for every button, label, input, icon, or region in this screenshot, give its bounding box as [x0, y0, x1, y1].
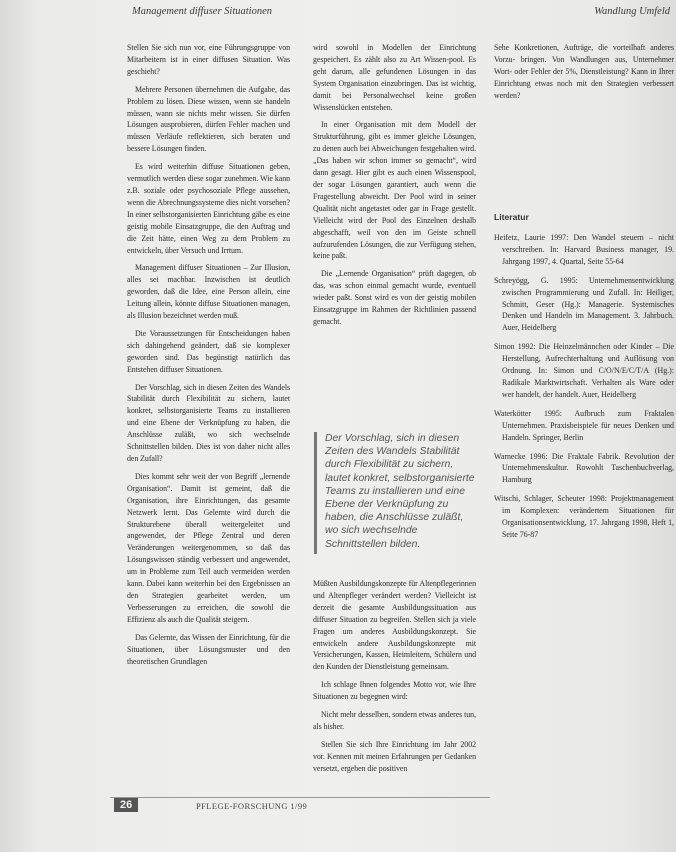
literature-heading: Literatur [494, 212, 529, 222]
paragraph: Mehrere Personen übernehmen die Aufgabe, das Problem zu lösen. Diese wissen, wenn sie handeln müssen, wann sie nichts mehr wissen. Sie dürfen Lösungen ausprobieren, dürfen Fehler machen und müssen Verläufe reflektieren, sich beraten und bessere Lösungen finden. [127, 84, 290, 154]
literature-entry: Heifetz, Laurie 1997: Den Wandel steuern – nicht verschreiben. In: Harvard Business manager, 19. Jahrgang 1997, 4. Quartal, Seite 55-64 [494, 233, 674, 266]
paragraph: In einer Organisation mit dem Modell der Strukturführung, gibt es immer gleiche Lösungen, zu denen auch bei Abweichungen festgehalten wird. „Das haben wir schon immer so gemacht“, wird dann gesagt. Hier gibt es auch einen Wissenspool, der sogar Lösungen garantiert, auch wenn die Fragestellung abweicht. Der Pool wird in seiner Qualität nicht angetastet oder gar in Frage gestellt. Vielleicht wird der Pool des Einzelnen deshalb abgeschafft, weil von den im Geiste schnell aufzurufenden Lösungen, die zur Verfügung stehen, keine paßt. [313, 120, 476, 261]
paragraph: Dies kommt sehr weit der von Begriff „lernende Organisation“. Damit ist gemeint, daß die Organisation, ihre Einrichtungen, das gesamte Netzwerk lernt. Das Gelernte wird durch die Strukturebene überall weitergeleitet und angewendet, der Pflege Zentral und deren Veränderungen weitergenommen, so daß das Lösungswissen ständig verbessert und angewendet, um in Probleme zum Teil auch vermeiden werden kann. Dabei kann weiterhin bei den Ergebnissen an den Strategien gearbeitet werden, um Verbesserungen zu erreichen, die sowohl die Effizienz als auch die Qualität steigern. [127, 471, 290, 624]
journal-name: PFLEGE-FORSCHUNG 1/99 [196, 801, 308, 811]
paragraph: Stellen Sie sich Ihre Einrichtung im Jahr 2002 vor. Kennen mit meinen Erfahrungen per Gedanken versetzt, ergeben die positiven [313, 739, 476, 773]
running-header-right: Wandlung Umfeld [594, 6, 670, 17]
paragraph: Das Gelernte, das Wissen der Einrichtung, für die Situationen, über Lösungsmuster und den theoretischen Grundlagen [127, 632, 290, 666]
running-header-left: Management diffuser Situationen [132, 6, 272, 17]
paragraph: Stellen Sie sich nun vor, eine Führungsgruppe von Mitarbeitern ist in einer diffusen Situation. Was geschieht? [127, 43, 290, 76]
paragraph: Sehe Konkretionen, Aufträge, die vorteilhaft anderes Vorzu- bringen. Von Wandlungen aus, Unternehmer Wort- oder Fehler der 5%, Dienstleistung? Kann in Ihrer Einrichtung etwas noch mit den Strategien verbessert werden? [494, 43, 674, 100]
paragraph: Nicht mehr desselben, sondern etwas anderes tun, als bisher. [313, 710, 476, 731]
page-number: 26 [114, 798, 138, 812]
paragraph: Management diffuser Situationen – Zur Illusion, alles sei machbar. Inzwischen ist deutlich geworden, daß die Idee, eine Person allein, eine Leitung allein, könnte diffuse Situationen managen, als Illusion bezeichnet werden muß. [127, 263, 290, 321]
column-1 [127, 42, 290, 673]
paragraph: Die Voraussetzungen für Entscheidungen haben sich dahingehend geändert, daß sie komplexer geworden sind. Das begünstigt natürlich das Entstehen diffuser Situationen. [127, 328, 290, 374]
column-2 [313, 42, 476, 334]
paragraph: Der Vorschlag, sich in diesen Zeiten des Wandels Stabilität durch Flexibilität zu sichern, lautet konkret, selbstorganisierte Teams zu installieren und eine Ebene der Verknüpfung zu haben, die Anschlüsse zuläßt, wo sich wechselnde Schnittstellen bilden. Dies ist von daher nicht alles den Zufall? [127, 382, 290, 463]
paragraph: wird sowohl in Modellen der Einrichtung gespeichert. Es zählt also zu Art Wissen-pool. Es geht darum, alle gefundenen Lösungen in das System Organisation einzubringen. Das ist wichtig, damit bei Personalwechsel keine großen Wissenslücken entstehen. [313, 43, 476, 112]
paragraph: Es wird weiterhin diffuse Situationen geben, vermutlich werden diese sogar zunehmen. Wie kann z.B. soziale oder psychosoziale Pflege aussehen, wenn die Abrechnungssysteme dies nicht vorsehen? In einer selbstorganisierten Einrichtung gäbe es eine geistig mobile Einsatzgruppe, die den Auftrag und die Zeit hätte, einen Weg zu dem Problem zu entwickeln, über Versuch und Irrtum. [127, 162, 290, 255]
pull-quote: Der Vorschlag, sich in diesen Zeiten des Wandels Stabilität durch Flexibilität zu sichern, lautet konkret, selbstorganisierte Teams zu installieren und eine Ebene der Verknüpfung zu haben, die Anschlüsse zuläßt, wo sich wechselnde Schnittstellen bilden. [314, 432, 475, 554]
literature-list [494, 232, 674, 548]
literature-entry: Warnecke 1996: Die Fraktale Fabrik. Revolution der Unternehmenskultur. Rowohlt Taschenbuchverlag, Hamburg [494, 451, 674, 485]
literature-entry: Schreyögg, G. 1995: Unternehmensentwicklung zwischen Programmierung und Zufall. In: Heiliger, Schmitt, Geser (Hg.): Managerie. Systemisches Denken und Handeln im Management. 3. Jahrbuch. Auer, Heidelberg [494, 275, 674, 333]
column-3 [494, 42, 674, 108]
literature-entry: Waterkötter 1995: Aufbruch zum Fraktalen Unternehmen. Praxisbeispiele für neues Denken und Handeln. Springer, Berlin [494, 408, 674, 442]
column-2-continued [313, 578, 476, 781]
paragraph: Ich schlage Ihnen folgendes Motto vor, wie Ihre Situationen zu begegnen wird: [313, 680, 476, 702]
paragraph: Müßten Ausbildungskonzepte für Altenpflegerinnen und Altenpfleger verändert werden? Vielleicht ist derzeit die gesamte Ausbildungssituation aus diffuser Situation zu begreifen. Stellen sich ja viele Fragen um anderes Ausbildungskonzept. Sie entwickeln andere Ausbildungskonzepte mit Versicherungen, Kassen, Heimleitern, Schülern und den Kunden der Dienstleistung gemeinsam. [313, 579, 476, 672]
literature-entry: Simon 1992: Die Heinzelmännchen oder Kinder – Die Herstellung, Aufrechterhaltung und Auflösung von Ordnung. In: Simon und C/O/N/E/C/T/A (Hg.): Radikale Marktwirtschaft. Verhalten als Ware oder wer handelt, der handelt. Auer, Heidelberg [494, 342, 674, 399]
paragraph: Die „Lernende Organisation“ prüft dagegen, ob das, was schon einmal gemacht wurde, eventuell wieder paßt. Sonst wird es von der geistig mobilen Einsatzgruppe im Rahmen der Richtlinien passend gemacht. [313, 269, 476, 326]
literature-entry: Witschi, Schlager, Scheuter 1998: Projektmanagement im Komplexen: verändertem Situationen für Organisationsentwicklung, 17. Jahrgang 1998, Heft 1, Seite 76-87 [494, 494, 674, 539]
